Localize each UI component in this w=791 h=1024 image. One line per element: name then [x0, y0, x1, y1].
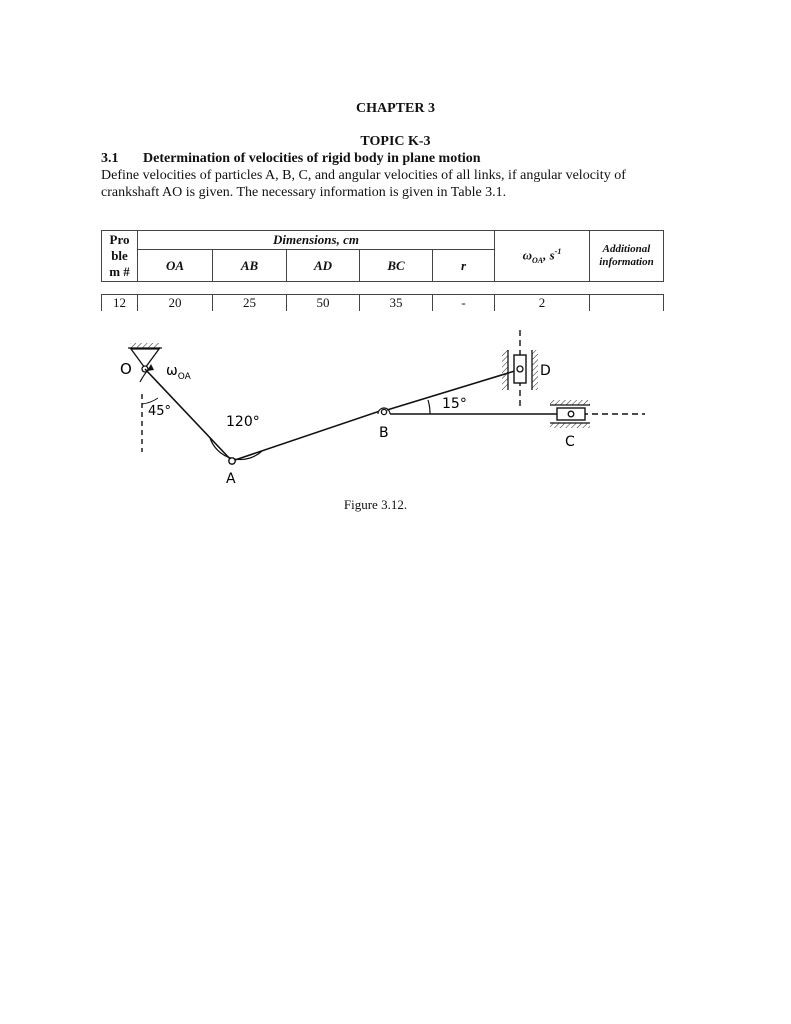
- cell-bc: 35: [360, 295, 433, 312]
- omega-header: [495, 231, 590, 282]
- label-d: D: [540, 363, 551, 379]
- label-angle-120: 120°: [226, 414, 260, 430]
- intro-paragraph: Define velocities of particles A, B, C, and angular velocities of all links, if angular velocity of crankshaft AO is given. The necessary information is given in Table 3.1.: [101, 168, 626, 200]
- column-header-ab: AB: [213, 250, 287, 282]
- problem-header-line: Pro: [109, 232, 130, 247]
- mechanism-figure: [100, 322, 660, 492]
- joint-a: [229, 458, 235, 464]
- problem-header-line: m #: [109, 264, 130, 279]
- additional-header-line: Additional: [602, 243, 651, 255]
- label-omega-sub: OA: [177, 372, 191, 382]
- slider-c: [550, 400, 645, 428]
- omega-subscript: OA: [532, 255, 544, 265]
- topic-heading: TOPIC K-3: [360, 134, 431, 149]
- data-row-table: [101, 294, 664, 311]
- section-title: Determination of velocities of rigid body in plane motion: [143, 151, 481, 166]
- column-header-bc: BC: [360, 250, 433, 282]
- omega-exponent: -1: [554, 247, 562, 257]
- label-angle-15: 15°: [442, 396, 467, 412]
- label-a: A: [226, 471, 236, 487]
- column-header-ad: AD: [287, 250, 360, 282]
- additional-header-line: information: [599, 256, 654, 268]
- cell-ad: 50: [287, 295, 360, 312]
- cell-r: -: [433, 295, 495, 312]
- cell-additional: [590, 295, 664, 312]
- omega-symbol: ω: [522, 247, 533, 263]
- cell-oa: 20: [138, 295, 213, 312]
- table-row: [102, 295, 664, 312]
- dimensions-table: [101, 230, 664, 282]
- angle-120-arc: [210, 438, 262, 460]
- angle-15-arc: [428, 400, 430, 414]
- cell-problem: 12: [102, 295, 138, 312]
- label-b: B: [379, 425, 389, 441]
- label-angle-45: 45°: [148, 404, 172, 419]
- joint-b: [381, 409, 386, 414]
- section-number: 3.1: [101, 151, 119, 166]
- omega-unit: , s: [543, 247, 555, 263]
- problem-header: [102, 231, 138, 282]
- slider-d: [502, 330, 538, 410]
- label-omega-symbol: ω: [166, 363, 178, 379]
- problem-header-line: ble: [111, 248, 128, 263]
- additional-header: [590, 231, 664, 282]
- dimensions-header: Dimensions, cm: [138, 231, 495, 250]
- cell-ab: 25: [213, 295, 287, 312]
- figure-caption: Figure 3.12.: [343, 497, 408, 512]
- label-omega: [166, 363, 192, 382]
- chapter-heading: CHAPTER 3: [356, 101, 435, 116]
- label-o: O: [120, 360, 132, 378]
- column-header-r: r: [433, 250, 495, 282]
- label-c: C: [565, 434, 575, 450]
- cell-omega: 2: [495, 295, 590, 312]
- column-header-oa: OA: [138, 250, 213, 282]
- pivot-o-support: [128, 343, 162, 372]
